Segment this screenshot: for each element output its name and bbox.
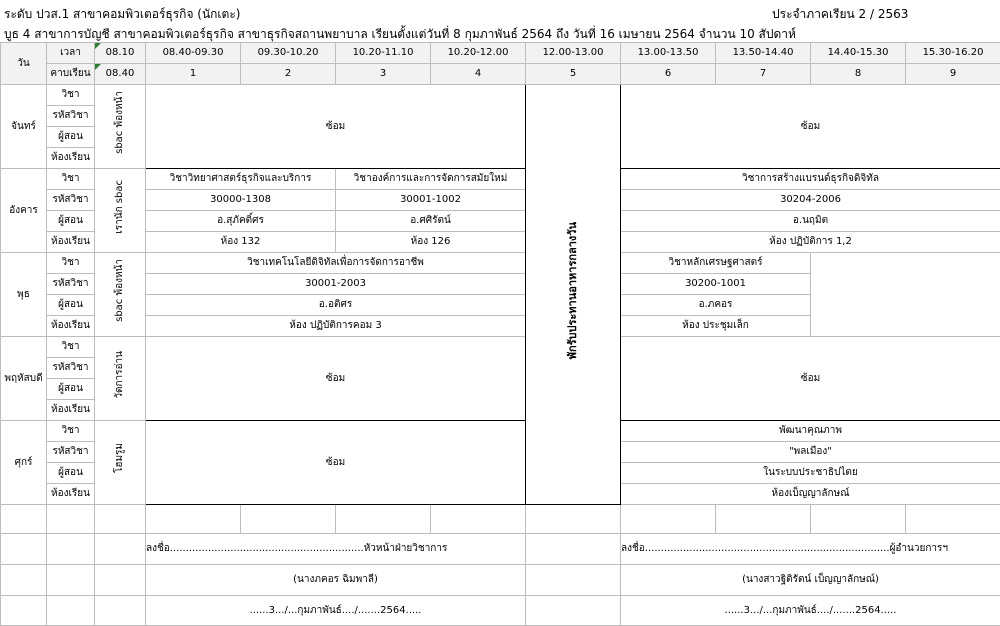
time-slot-5: 12.00-13.00 — [526, 43, 621, 64]
tuesday-class1-code: 30000-1308 — [146, 190, 336, 211]
friday-pre-activity: โฮมรูม — [95, 421, 146, 505]
start-time-top: 08.10 — [95, 43, 146, 64]
period-8: 8 — [811, 64, 906, 85]
period-6: 6 — [621, 64, 716, 85]
day-wednesday: พุธ — [1, 253, 47, 337]
wednesday-pre-activity: sbac พ้องหน้า — [95, 253, 146, 337]
time-slot-6: 13.00-13.50 — [621, 43, 716, 64]
tuesday-class1-teacher: อ.สุภัคติ์ศร — [146, 211, 336, 232]
thursday-pre-activity: วัดการอ่าน — [95, 337, 146, 421]
tuesday-class1-room: ห้อง 132 — [146, 232, 336, 253]
period-4: 4 — [431, 64, 526, 85]
friday-pm-line1: พัฒนาคุณภาพ — [621, 421, 1000, 442]
tuesday-class2-teacher: อ.ศศิรัตน์ — [336, 211, 526, 232]
row-label-code: รหัสวิชา — [47, 442, 95, 463]
tuesday-class2-code: 30001-1002 — [336, 190, 526, 211]
day-monday: จันทร์ — [1, 85, 47, 169]
row-label-teacher: ผู้สอน — [47, 463, 95, 484]
wednesday-class2-room: ห้อง ประชุมเล็ก — [621, 316, 811, 337]
right-signature-date: ......3.../...กุมภาพันธ์..../.......2564..... — [621, 596, 1000, 626]
time-slot-7: 13.50-14.40 — [716, 43, 811, 64]
tuesday-class3-code: 30204-2006 — [621, 190, 1000, 211]
right-signer-name: (นางสาวฐิติรัตน์ เบ็ญญาลักษณ์) — [621, 565, 1000, 596]
period-label: คาบเรียน — [47, 64, 95, 85]
time-slot-2: 09.30-10.20 — [241, 43, 336, 64]
monday-pm-practice: ซ้อม — [621, 85, 1000, 169]
period-5: 5 — [526, 64, 621, 85]
row-label-teacher: ผู้สอน — [47, 127, 95, 148]
tuesday-class1-subject: วิชาวิทยาศาสตร์ธุรกิจและบริการ — [146, 169, 336, 190]
row-label-teacher: ผู้สอน — [47, 211, 95, 232]
friday-am-practice: ซ้อม — [146, 421, 526, 505]
time-slot-8: 14.40-15.30 — [811, 43, 906, 64]
left-signature-date: ......3.../...กุมภาพันธ์..../.......2564..... — [146, 596, 526, 626]
row-label-subject: วิชา — [47, 169, 95, 190]
timetable — [0, 42, 1000, 626]
friday-pm-line2: "พลเมือง" — [621, 442, 1000, 463]
tuesday-class3-teacher: อ.นฤมิต — [621, 211, 1000, 232]
day-friday: ศุกร์ — [1, 421, 47, 505]
day-tuesday: อังคาร — [1, 169, 47, 253]
day-column-header: วัน — [1, 43, 47, 85]
wednesday-class1-subject: วิชาเทคโนโลยีดิจิทัลเพื่อการจัดการอาชีพ — [146, 253, 526, 274]
period-7: 7 — [716, 64, 811, 85]
wednesday-class1-code: 30001-2003 — [146, 274, 526, 295]
time-slot-4: 10.20-12.00 — [431, 43, 526, 64]
header-study-period: บูธ 4 สาขาการบัญชี สาขาคอมพิวเตอร์ธุรกิจ สาขาธุรกิจสถานพยาบาล เรียนตั้งแต่วันที่ 8 กุมภาพันธ์ 2564 ถึง วันที่ 16 เมษายน 2564 จำนวน 10 สัปดาห์ — [4, 25, 796, 44]
row-label-room: ห้องเรียน — [47, 316, 95, 337]
friday-pm-line3: ในระบบประชาธิปไตย — [621, 463, 1000, 484]
tuesday-class3-room: ห้อง ปฏิบัติการ 1,2 — [621, 232, 1000, 253]
tuesday-class3-subject: วิชาการสร้างแบรนด์ธุรกิจดิจิทัล — [621, 169, 1000, 190]
time-slot-9: 15.30-16.20 — [906, 43, 1000, 64]
lunch-break: พักรับประทานอาหารกลางวัน — [526, 85, 621, 505]
period-3: 3 — [336, 64, 431, 85]
wednesday-class1-teacher: อ.อติศร — [146, 295, 526, 316]
row-label-subject: วิชา — [47, 253, 95, 274]
monday-am-practice: ซ้อม — [146, 85, 526, 169]
thursday-pm-practice: ซ้อม — [621, 337, 1000, 421]
row-label-subject: วิชา — [47, 337, 95, 358]
period-1: 1 — [146, 64, 241, 85]
row-label-room: ห้องเรียน — [47, 232, 95, 253]
wednesday-class2-code: 30200-1001 — [621, 274, 811, 295]
period-9: 9 — [906, 64, 1000, 85]
wednesday-class1-room: ห้อง ปฏิบัติการคอม 3 — [146, 316, 526, 337]
row-label-room: ห้องเรียน — [47, 400, 95, 421]
tuesday-class2-subject: วิชาองค์การและการจัดการสมัยใหม่ — [336, 169, 526, 190]
row-label-subject: วิชา — [47, 421, 95, 442]
tuesday-class2-room: ห้อง 126 — [336, 232, 526, 253]
header-semester: ประจำภาคเรียน 2 / 2563 — [772, 5, 908, 24]
wednesday-class2-teacher: อ.ภคอร — [621, 295, 811, 316]
time-slot-1: 08.40-09.30 — [146, 43, 241, 64]
time-label: เวลา — [47, 43, 95, 64]
row-label-teacher: ผู้สอน — [47, 379, 95, 400]
time-slot-3: 10.20-11.10 — [336, 43, 431, 64]
wednesday-empty-slot — [811, 253, 1000, 337]
period-2: 2 — [241, 64, 336, 85]
row-label-code: รหัสวิชา — [47, 106, 95, 127]
header-level-program: ระดับ ปวส.1 สาขาคอมพิวเตอร์ธุรกิจ (นักเตะ) — [4, 5, 240, 24]
friday-pm-line4: ห้องเบ็ญญาลักษณ์ — [621, 484, 1000, 505]
row-label-room: ห้องเรียน — [47, 148, 95, 169]
left-signer-name: (นางภคอร ฉิมพาลี) — [146, 565, 526, 596]
wednesday-class2-subject: วิชาหลักเศรษฐศาสตร์ — [621, 253, 811, 274]
left-signature-line: ลงชื่อ.............................................................หัวหน้าฝ่ายวิชาการ — [146, 534, 526, 565]
row-label-code: รหัสวิชา — [47, 190, 95, 211]
tuesday-pre-activity: เรานัก sbac — [95, 169, 146, 253]
day-thursday: พฤหัสบดี — [1, 337, 47, 421]
row-label-subject: วิชา — [47, 85, 95, 106]
start-time-bottom: 08.40 — [95, 64, 146, 85]
row-label-room: ห้องเรียน — [47, 484, 95, 505]
thursday-am-practice: ซ้อม — [146, 337, 526, 421]
right-signature-line: ลงชื่อ.............................................................................ผู้อำนวยการฯ — [621, 534, 1000, 565]
row-label-teacher: ผู้สอน — [47, 295, 95, 316]
monday-pre-activity: sbac พ้องหน้า — [95, 85, 146, 169]
row-label-code: รหัสวิชา — [47, 358, 95, 379]
row-label-code: รหัสวิชา — [47, 274, 95, 295]
